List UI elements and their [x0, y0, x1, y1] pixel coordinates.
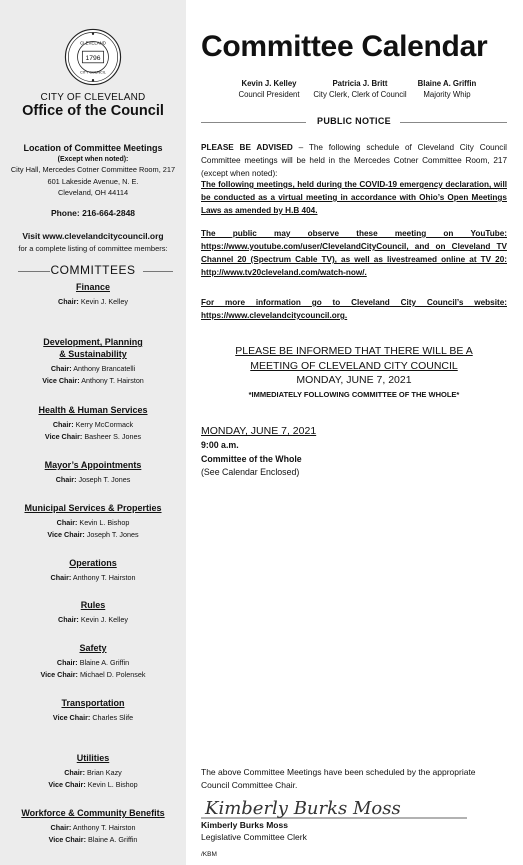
member-role: Vice Chair: [40, 669, 78, 679]
meeting-note: (See Calendar Enclosed) [201, 467, 300, 477]
member-role: Vice Chair: [48, 779, 86, 789]
committee-block [0, 404, 186, 442]
notice-line: PLEASE BE INFORMED THAT THERE WILL BE A [235, 345, 473, 357]
notice-date: MONDAY, JUNE 7, 2021 [296, 374, 412, 386]
member-role: Vice Chair: [52, 713, 91, 722]
member-name: Kevin L. Bishop [79, 518, 130, 527]
committee-title: Health & Human Services [38, 405, 148, 415]
office-name: Office of the Council [22, 103, 164, 119]
member-role: Chair: [56, 658, 78, 667]
footer-line: Council Committee Chair. [201, 780, 298, 790]
signer-title: Legislative Committee Clerk [201, 832, 307, 842]
city-seal-logo [64, 28, 122, 86]
member-role: Chair: [64, 768, 85, 777]
committee-title: Workforce & Community Benefits [21, 808, 165, 818]
officer-name: Patricia J. Britt [332, 79, 388, 88]
committee-block [0, 336, 186, 386]
member-name: Blaine A. Griffin [88, 834, 138, 844]
address-line: City Hall, Mercedes Cotner Committee Room, 217 [10, 165, 176, 174]
member-role: Chair: [56, 518, 78, 527]
member-role: Chair: [50, 573, 72, 582]
committee-title: Municipal Services & Properties [24, 503, 162, 513]
meeting-name: Committee of the Whole [201, 454, 302, 464]
member-name: Brian Kazy [87, 768, 122, 777]
committee-title: Utilities [76, 753, 110, 763]
committee-block [0, 459, 186, 486]
website-note: for a complete listing of committee members: [18, 244, 168, 253]
member-role: Chair: [52, 420, 74, 429]
officer-block [232, 79, 306, 100]
city-name: CITY OF CLEVELAND [40, 92, 146, 103]
committee-member-line [0, 834, 186, 846]
committee-member-line [0, 517, 186, 529]
member-name: Michael D. Polensek [79, 669, 146, 679]
page-title: Committee Calendar [201, 30, 488, 63]
officer-role: Council President [238, 89, 300, 99]
officer-block [413, 79, 481, 100]
notice-line: MEETING OF CLEVELAND CITY COUNCIL [250, 359, 458, 372]
officer-name: Kevin J. Kelley [241, 79, 297, 88]
signature-image [199, 792, 469, 822]
divider-right [143, 271, 173, 272]
member-name: Anthony Brancatelli [73, 364, 136, 373]
signer-name: Kimberly Burks Moss [201, 820, 288, 830]
committee-member-line [0, 779, 186, 791]
covid-paragraph: The following meetings, held during the COVID-19 emergency declaration, will be conducted as a virtual meeting in accordance with Ohio’s Open Meetings Laws as amended by H.B 404. [201, 180, 507, 215]
committee-member-line [0, 767, 186, 779]
officer-role: City Clerk, Clerk of Council [313, 89, 407, 99]
committee-member-line [0, 657, 186, 669]
member-role: Vice Chair: [44, 431, 83, 441]
phone-number: Phone: 216-664-2848 [50, 208, 136, 218]
footer-line: The above Committee Meetings have been scheduled by the appropriate [201, 767, 476, 777]
committee-title: Development, Planning [43, 337, 143, 347]
committee-title: Mayor’s Appointments [44, 460, 142, 470]
committee-member-line [0, 529, 186, 541]
website-link[interactable]: Visit www.clevelandcitycouncil.org [22, 231, 164, 241]
youtube-paragraph[interactable]: The public may observe these meeting on YouTube: https://www.youtube.com/user/ClevelandCityCouncil, and on Cleveland TV Channel 20 (Spectrum Cable TV), as well as livestreamed online at TV 20: http://www.tv20cleveland.com/watch-now/. [201, 229, 507, 277]
committee-member-line [0, 419, 186, 431]
divider-right [400, 122, 507, 123]
committee-member-line [0, 614, 186, 626]
member-role: Vice Chair: [48, 834, 86, 844]
member-name: Charles Slife [92, 713, 134, 722]
meeting-date: MONDAY, JUNE 7, 2021 [201, 425, 317, 437]
member-name: Kerry McCormack [75, 420, 134, 429]
member-role: Chair: [55, 475, 77, 484]
sidebar [0, 0, 186, 865]
location-subtitle: (Except when noted): [57, 156, 129, 163]
committee-block [0, 642, 186, 680]
location-title: Location of Committee Meetings [23, 143, 163, 153]
svg-text:CITY COUNCIL: CITY COUNCIL [80, 70, 106, 75]
committee-title: Transportation [61, 698, 125, 708]
committee-block [0, 502, 186, 540]
svg-text:1796: 1796 [85, 54, 101, 62]
meeting-time: 9:00 a.m. [201, 440, 239, 450]
member-name: Kevin J. Kelley [80, 615, 128, 624]
member-role: Chair: [58, 297, 79, 306]
member-name: Joseph T. Jones [78, 475, 131, 484]
committee-member-line [0, 296, 186, 308]
member-role: Chair: [50, 364, 72, 373]
committee-block [0, 281, 186, 308]
advisory-text: – The following schedule of Cleveland City Council Committee meetings will be held in the Mercedes Cotner Committee Room, 217 (except when noted): [201, 143, 507, 178]
address-line: Cleveland, OH 44114 [57, 188, 129, 197]
website-paragraph[interactable]: For more information go to Cleveland City Council’s website: https://www.clevelandcitycouncil.org. [201, 298, 507, 320]
member-name: Kevin L. Bishop [87, 779, 138, 789]
committee-member-line [0, 363, 186, 375]
committee-block [0, 807, 186, 845]
committee-block [0, 557, 186, 584]
public-notice-heading: PUBLIC NOTICE [317, 116, 391, 126]
committee-block [0, 752, 186, 790]
member-name: Anthony T. Hairston [72, 823, 136, 832]
member-name: Anthony T. Hairston [81, 375, 144, 385]
handwritten-signature: Kimberly Burks Moss [205, 798, 401, 819]
svg-text:CLEVELAND: CLEVELAND [80, 40, 106, 46]
committee-title: Operations [69, 558, 117, 568]
committee-title: & Sustainability [59, 349, 127, 359]
advisory-lead: PLEASE BE ADVISED [201, 143, 293, 152]
location-address [0, 164, 186, 199]
committee-member-line [0, 822, 186, 834]
member-role: Vice Chair: [42, 375, 80, 385]
address-line: 601 Lakeside Avenue, N. E. [47, 176, 139, 186]
committee-member-line [0, 474, 186, 486]
member-name: Joseph T. Jones [86, 529, 139, 539]
member-role: Vice Chair: [47, 529, 85, 539]
committee-member-line [0, 572, 186, 584]
member-role: Chair: [58, 615, 79, 624]
member-name: Kevin J. Kelley [80, 297, 128, 306]
committee-title: Rules [80, 600, 106, 610]
committee-title: Safety [79, 643, 107, 653]
committee-member-line [0, 669, 186, 681]
officer-name: Blaine A. Griffin [417, 79, 477, 88]
notice-note: *IMMEDIATELY FOLLOWING COMMITTEE OF THE WHOLE* [248, 389, 460, 399]
committee-member-line [0, 712, 186, 724]
committee-block [0, 697, 186, 724]
member-name: Blaine A. Griffin [79, 658, 130, 667]
footer-text [201, 766, 476, 792]
council-meeting-notice [201, 344, 507, 402]
committee-member-line [0, 431, 186, 443]
member-name: Basheer S. Jones [84, 431, 142, 441]
initials: /KBM [201, 851, 217, 858]
committee-title: Finance [75, 282, 110, 292]
member-role: Chair: [50, 823, 72, 832]
committee-block [0, 599, 186, 626]
officer-role: Majority Whip [423, 89, 471, 99]
member-name: Anthony T. Hairston [72, 573, 136, 582]
committees-heading: COMMITTEES [50, 263, 136, 277]
committee-member-line [0, 375, 186, 387]
officer-block [308, 79, 412, 100]
advisory-paragraph [201, 141, 507, 180]
